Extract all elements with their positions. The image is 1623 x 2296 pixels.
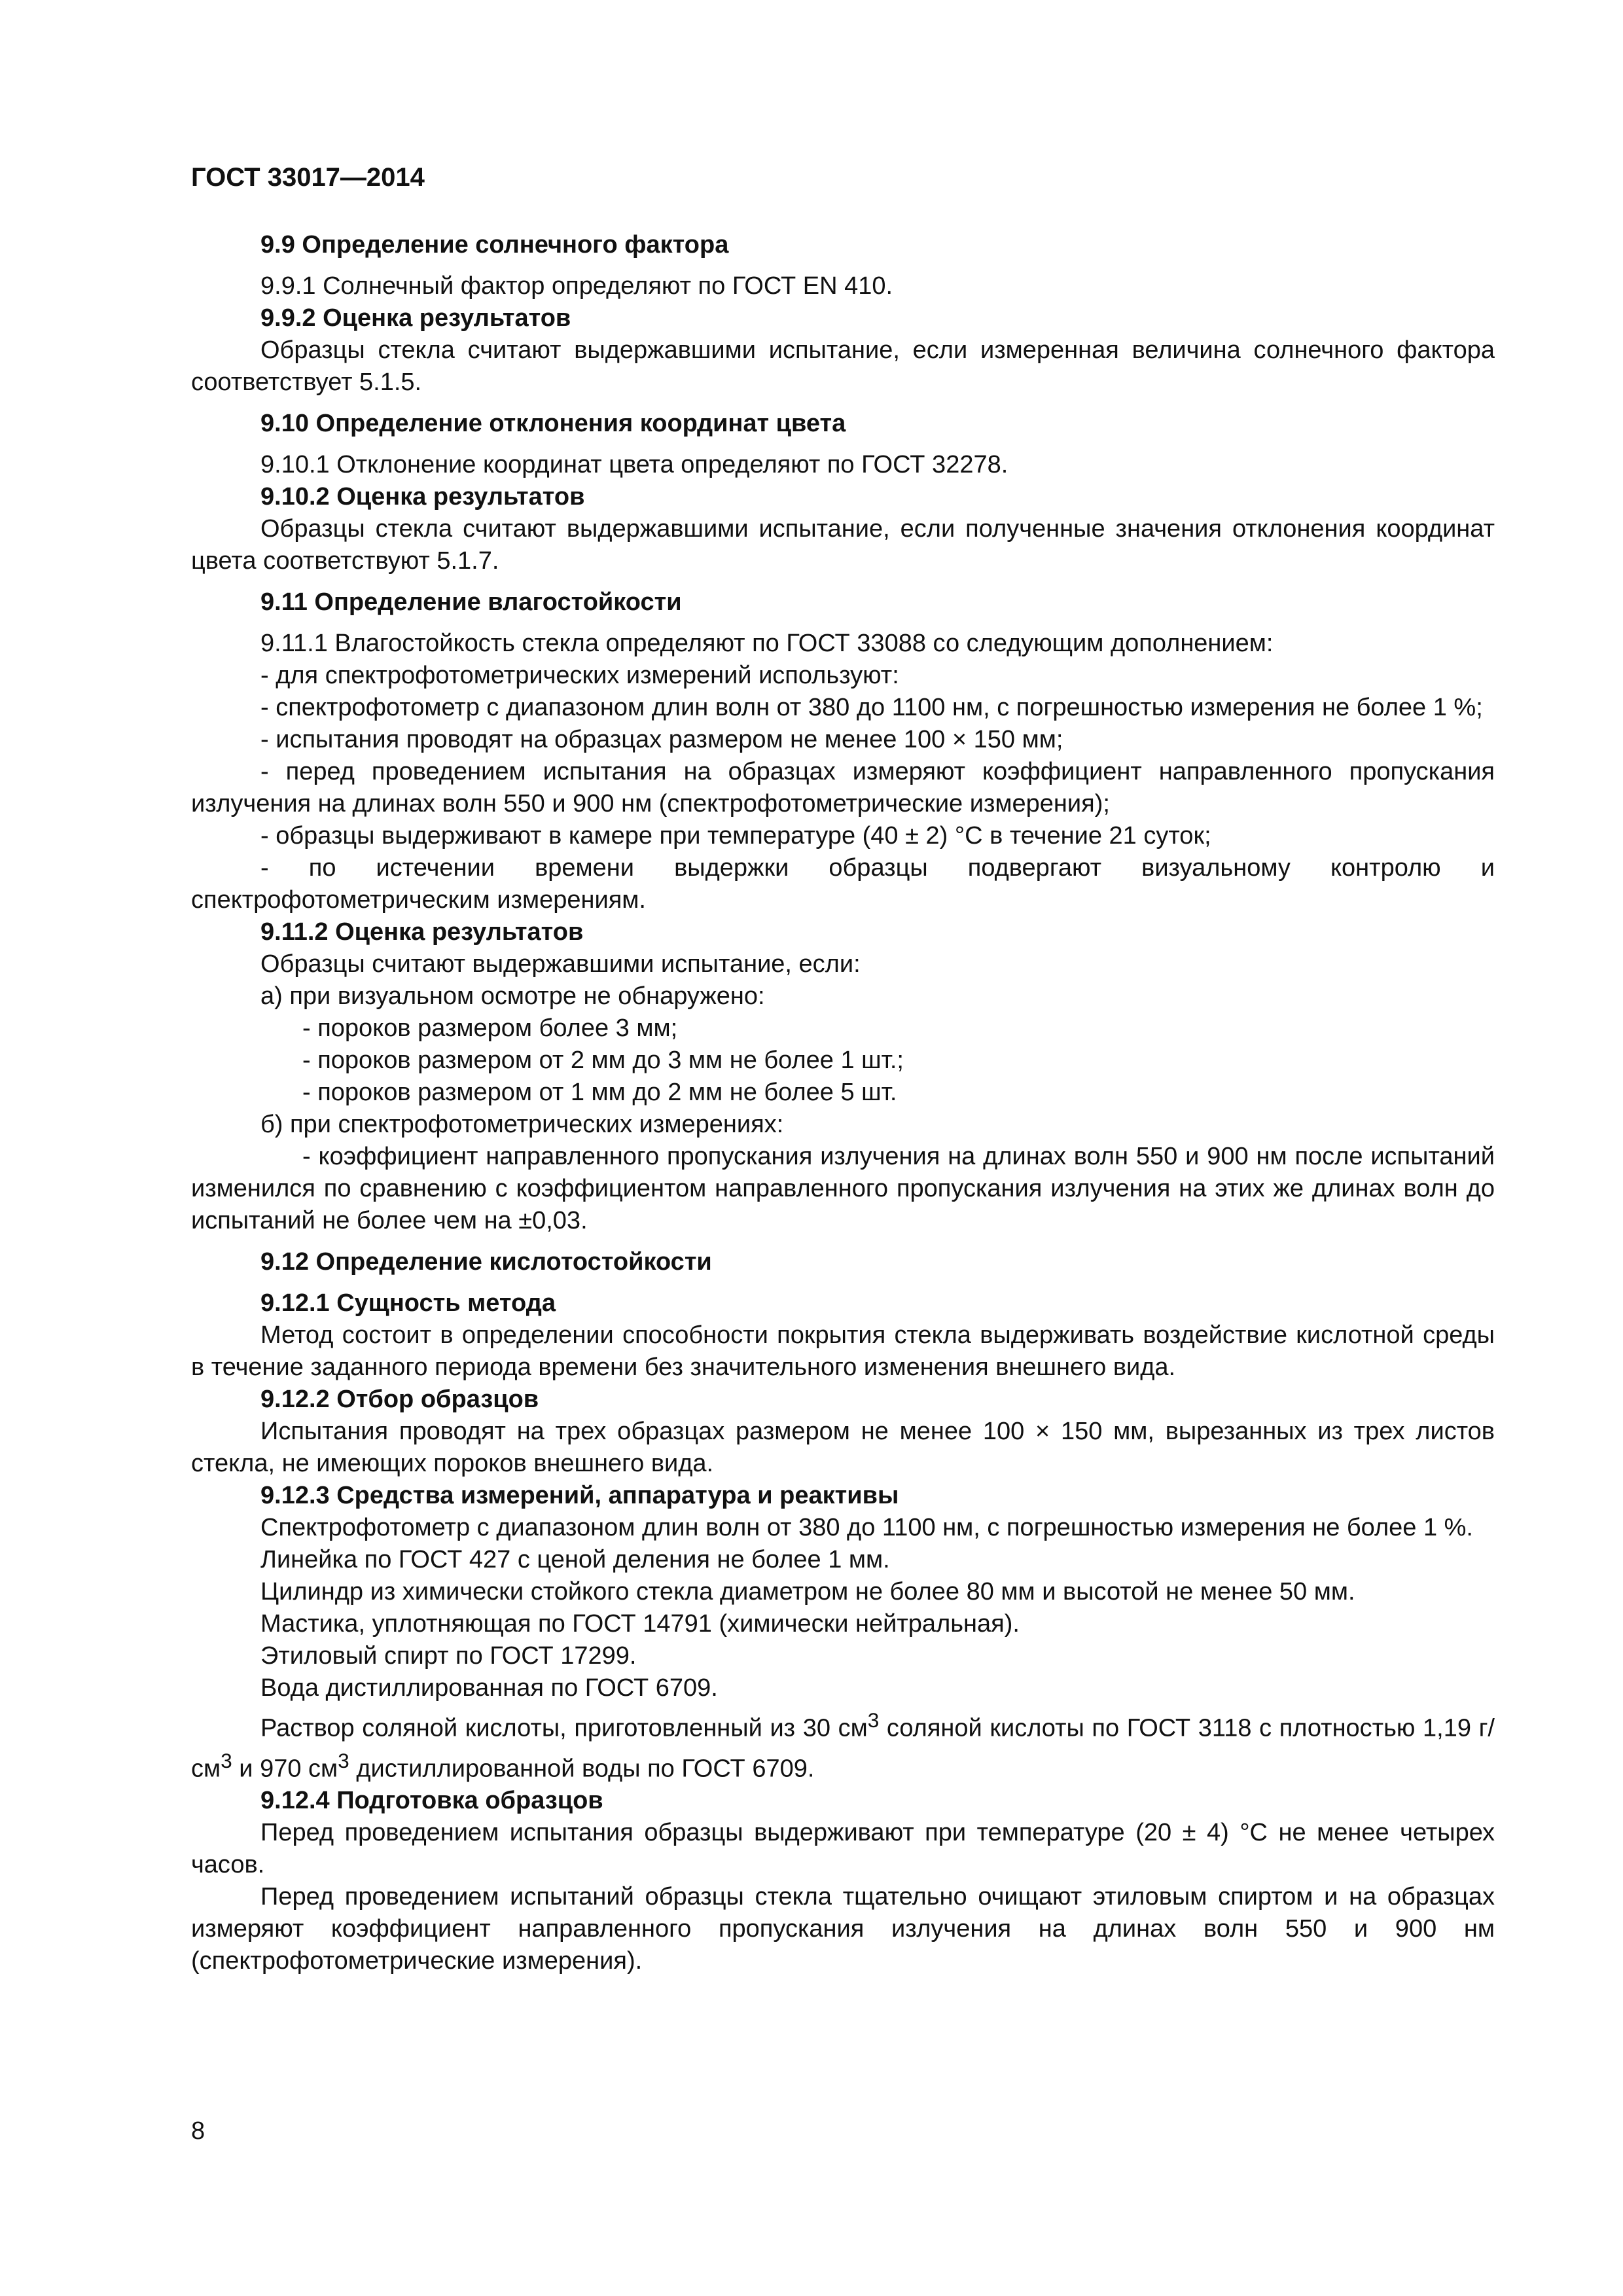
- list-item: - для спектрофотометрических измерений используют:: [260, 662, 899, 689]
- paragraph-9-12-1: Метод состоит в определении способности покрытия стекла выдерживать воздействие кислотной среды в течение заданного периода времени без значительного изменения внешнего вида.: [191, 1321, 1495, 1381]
- superscript: 3: [221, 1748, 232, 1772]
- subsection-heading-9-11-2: 9.11.2 Оценка результатов: [260, 918, 584, 946]
- subsection-heading-9-9-2: 9.9.2 Оценка результатов: [260, 304, 571, 332]
- subsection-heading-9-12-4: 9.12.4 Подготовка образцов: [260, 1787, 603, 1815]
- section-heading-9-12: 9.12 Определение кислотостойкости: [260, 1248, 712, 1276]
- paragraph-9-12-2: Испытания проводят на трех образцах размером не менее 100 × 150 мм, вырезанных из трех листов стекла, не имеющих пороков внешнего вида.: [191, 1418, 1495, 1477]
- text-run: и 970 см: [232, 1755, 338, 1783]
- section-heading-9-11: 9.11 Определение влагостойкости: [260, 588, 682, 616]
- paragraph-9-9-1: 9.9.1 Солнечный фактор определяют по ГОСТ EN 410.: [260, 272, 893, 300]
- list-item-a: а) при визуальном осмотре не обнаружено:: [260, 982, 765, 1010]
- section-heading-9-10: 9.10 Определение отклонения координат цвета: [260, 410, 846, 437]
- list-item: - по истечении времени выдержки образцы подвергают визуальному контролю и спектрофотометрическим измерениям.: [191, 854, 1495, 914]
- paragraph-9-11-1: 9.11.1 Влагостойкость стекла определяют по ГОСТ 33088 со следующим дополнением:: [260, 630, 1274, 657]
- list-item: - пороков размером более 3 мм;: [302, 1014, 678, 1042]
- list-item-b: б) при спектрофотометрических измерениях:: [260, 1111, 784, 1138]
- list-item: - пороков размером от 2 мм до 3 мм не более 1 шт.;: [302, 1047, 904, 1074]
- section-heading-9-9: 9.9 Определение солнечного фактора: [260, 231, 729, 259]
- paragraph-cylinder: Цилиндр из химически стойкого стекла диаметром не более 80 мм и высотой не менее 50 мм.: [260, 1578, 1355, 1605]
- list-item: - испытания проводят на образцах размером не менее 100 × 150 мм;: [260, 726, 1063, 753]
- paragraph-ruler: Линейка по ГОСТ 427 с ценой деления не более 1 мм.: [260, 1546, 890, 1573]
- list-item: - пороков размером от 1 мм до 2 мм не более 5 шт.: [302, 1079, 897, 1106]
- list-item: - образцы выдерживают в камере при температуре (40 ± 2) °С в течение 21 суток;: [260, 822, 1211, 850]
- text-run: дистиллированной воды по ГОСТ 6709.: [349, 1755, 815, 1783]
- paragraph-9-10-1: 9.10.1 Отклонение координат цвета определяют по ГОСТ 32278.: [260, 451, 1008, 478]
- paragraph-spectrophotometer: Спектрофотометр с диапазоном длин волн от 380 до 1100 нм, с погрешностью измерения не более 1 %.: [260, 1514, 1473, 1541]
- paragraph-9-9-2: Образцы стекла считают выдержавшими испытание, если измеренная величина солнечного фактора соответствует 5.1.5.: [191, 336, 1495, 396]
- list-item: - коэффициент направленного пропускания излучения на длинах волн 550 и 900 нм после испытаний изменился по сравнению с коэффициентом направленного пропускания излучения на этих же длинах волн до испытаний не более чем на ±0,03.: [191, 1143, 1495, 1234]
- paragraph-conditioning: Перед проведением испытания образцы выдерживают при температуре (20 ± 4) °С не менее четырех часов.: [191, 1819, 1495, 1879]
- subsection-heading-9-10-2: 9.10.2 Оценка результатов: [260, 483, 585, 511]
- page-number: 8: [191, 2117, 205, 2145]
- paragraph-acid-solution: [191, 1704, 1495, 1785]
- superscript: 3: [338, 1748, 349, 1772]
- paragraph-ethanol: Этиловый спирт по ГОСТ 17299.: [260, 1642, 637, 1670]
- list-item: - перед проведением испытания на образцах измеряют коэффициент направленного пропускания излучения на длинах волн 550 и 900 нм (спектрофотометрические измерения);: [191, 758, 1495, 817]
- subsection-heading-9-12-1: 9.12.1 Сущность метода: [260, 1289, 556, 1317]
- paragraph-distilled-water: Вода дистиллированная по ГОСТ 6709.: [260, 1674, 718, 1702]
- paragraph-cleaning: Перед проведением испытаний образцы стекла тщательно очищают этиловым спиртом и на образцах измеряют коэффициент направленного пропускания излучения на длинах волн 550 и 900 нм (спектрофотометрические измерения).: [191, 1883, 1495, 1975]
- subsection-heading-9-12-2: 9.12.2 Отбор образцов: [260, 1386, 539, 1413]
- text-run: соляной кислоты по ГОСТ 3118 с плотностью 1,19 г/см: [191, 1714, 1495, 1783]
- document-code: ГОСТ 33017—2014: [191, 163, 425, 192]
- subsection-heading-9-12-3: 9.12.3 Средства измерений, аппаратура и реактивы: [260, 1482, 899, 1509]
- list-item: - спектрофотометр с диапазоном длин волн от 380 до 1100 нм, с погрешностью измерения не более 1 %;: [260, 694, 1483, 721]
- text-run: Раствор соляной кислоты, приготовленный из 30 см: [260, 1714, 868, 1742]
- paragraph-9-11-2: Образцы считают выдержавшими испытание, если:: [260, 950, 861, 978]
- paragraph-9-10-2: Образцы стекла считают выдержавшими испытание, если полученные значения отклонения координат цвета соответствуют 5.1.7.: [191, 515, 1495, 575]
- paragraph-mastic: Мастика, уплотняющая по ГОСТ 14791 (химически нейтральная).: [260, 1610, 1020, 1638]
- superscript: 3: [867, 1708, 880, 1732]
- page-content: [191, 229, 1495, 1977]
